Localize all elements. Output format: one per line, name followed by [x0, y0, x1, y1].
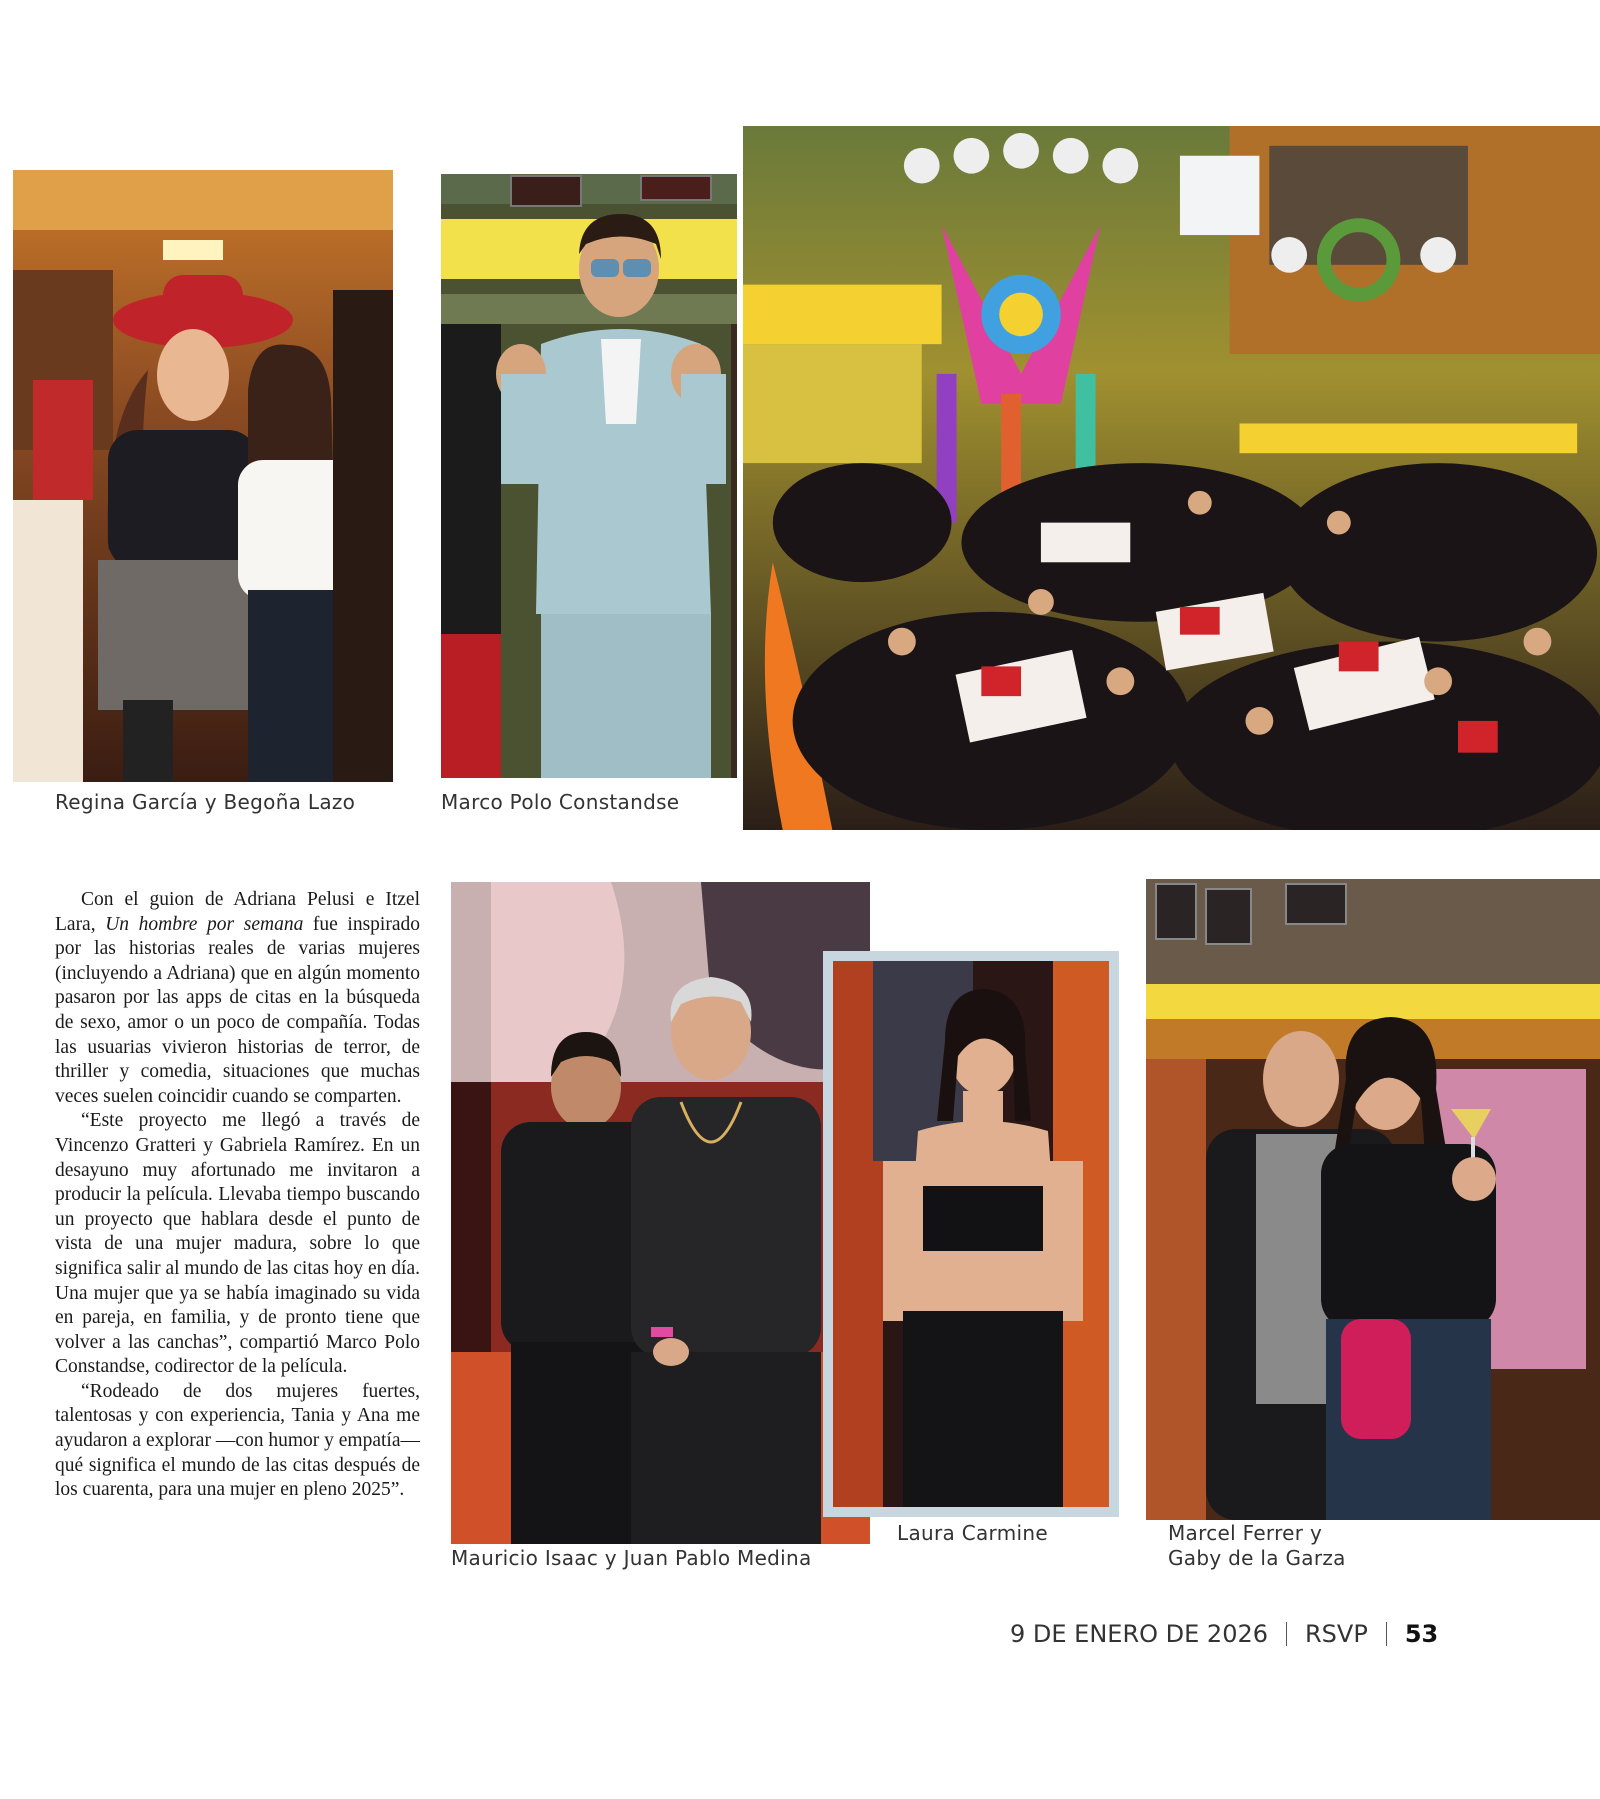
photo-laura [833, 961, 1109, 1507]
issue-date: 9 DE ENERO DE 2026 [1010, 1620, 1268, 1648]
page-number: 53 [1404, 1620, 1439, 1648]
page-footer [1010, 1620, 1438, 1648]
magazine-name: RSVP [1305, 1620, 1368, 1648]
caption-mauricio-juan: Mauricio Isaac y Juan Pablo Medina [451, 1546, 812, 1570]
footer-divider [1386, 1622, 1387, 1646]
article-body [55, 888, 420, 1503]
caption-laura: Laura Carmine [897, 1521, 1048, 1545]
photo-marcel-gaby [1146, 879, 1600, 1520]
footer-divider [1286, 1622, 1287, 1646]
photo-mauricio-juan [451, 882, 870, 1544]
caption-marcel-gaby-line1: Marcel Ferrer y [1168, 1521, 1323, 1545]
article-paragraph-1 [55, 888, 420, 1109]
caption-marco-polo: Marco Polo Constandse [441, 790, 680, 814]
caption-marcel-gaby-line2: Gaby de la Garza [1168, 1546, 1346, 1570]
caption-regina-begona: Regina García y Begoña Lazo [55, 790, 356, 814]
photo-crowd [737, 126, 1600, 836]
photo-regina-begona [13, 170, 393, 782]
article-text: fue inspirado por las historias reales de varias mujeres (incluyendo a Adriana) que en algún momento pasaron por las apps de citas en la búsqueda de sexo, amor o un poco de compañía. Todas las usuarias vivieron historias de terror, de thriller y comedia, situaciones que muchas veces suelen coincidir cuando se comparten. [55, 913, 420, 1107]
photo-marco-polo [441, 174, 787, 778]
article-text: Con el guion de Adriana Pelusi e Itzel Lara, [55, 889, 420, 935]
film-title: Un hombre por semana [105, 913, 304, 935]
article-paragraph-2: “Este proyecto me llegó a través de Vincenzo Gratteri y Gabriela Ramírez. En un desayuno muy afortunado me invitaron a producir la película. Llevaba tiempo buscando un proyecto que hablara desde el punto de vista de una mujer madura, sobre lo que significa salir al mundo de las citas hoy en día. Una mujer que ya se había imaginado su vida en pareja, en familia, y de pronto tiene que volver a las canchas”, compartió Marco Polo Constandse, codirector de la película. [55, 1110, 420, 1378]
article-paragraph-3: “Rodeado de dos mujeres fuertes, talentosas y con experiencia, Tania y Ana me ayudaron a explorar —con humor y empatía— qué significa el mundo de las citas después de los cuarenta, para una mujer en pleno 2025”. [55, 1380, 420, 1501]
